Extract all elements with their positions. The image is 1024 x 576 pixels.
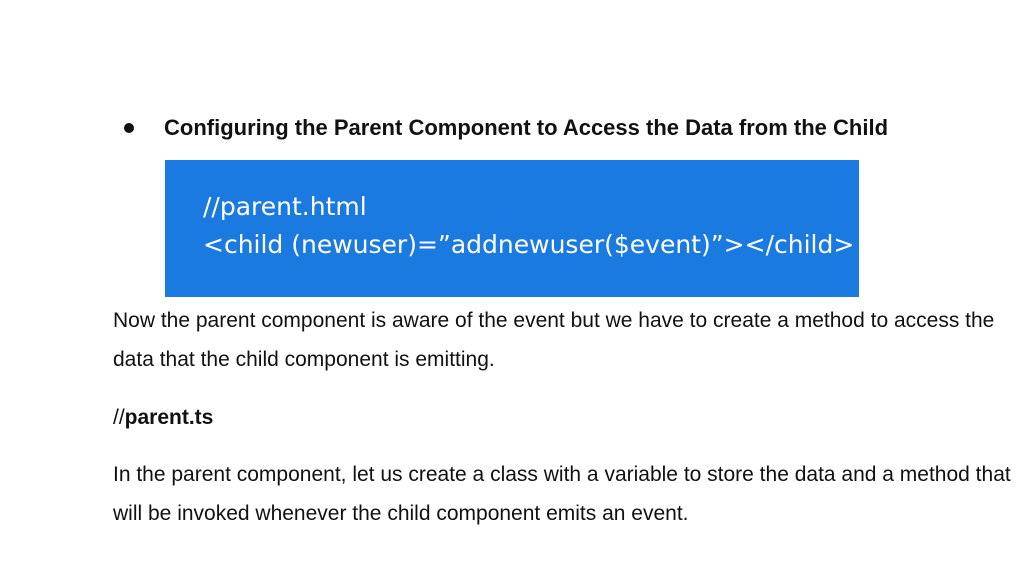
code-snippet-box bbox=[165, 160, 859, 297]
file-heading bbox=[113, 398, 213, 437]
code-line-comment: //parent.html bbox=[203, 192, 367, 221]
bullet-dot-icon bbox=[124, 123, 134, 133]
description-paragraph: In the parent component, let us create a class with a variable to store the data and a method that will be invoked whenever the child component emits an event. bbox=[113, 463, 1011, 525]
file-heading-name: parent.ts bbox=[124, 406, 214, 429]
file-heading-prefix: // bbox=[113, 406, 125, 429]
section-bullet bbox=[124, 113, 888, 143]
code-line-markup: <child (newuser)=”addnewuser($event)”></child> bbox=[203, 230, 855, 259]
section-heading: Configuring the Parent Component to Access the Data from the Child bbox=[164, 115, 889, 140]
explanation-paragraph: Now the parent component is aware of the event but we have to create a method to access the data that the child component is emitting. bbox=[113, 309, 995, 371]
